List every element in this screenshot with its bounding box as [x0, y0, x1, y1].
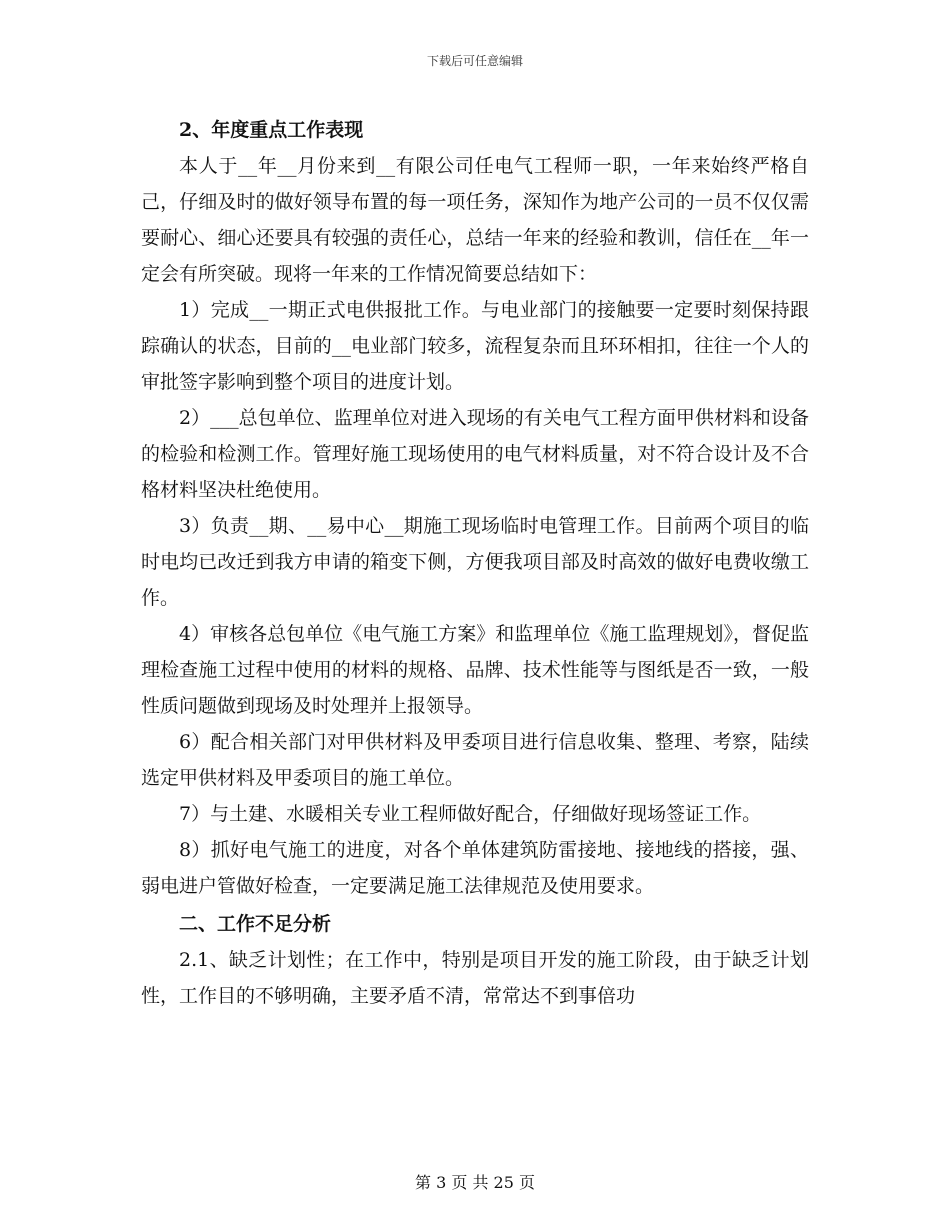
paragraph-item-8: 8）抓好电气施工的进度，对各个单体建筑防雷接地、接地线的搭接，强、弱电进户管做好检查，一定要满足施工法律规范及使用要求。	[141, 839, 809, 897]
paragraph-item-6: 6）配合相关部门对甲供材料及甲委项目进行信息收集、整理、考察，陆续选定甲供材料及甲委项目的施工单位。	[141, 731, 809, 789]
paragraph-item-4: 4）审核各总包单位《电气施工方案》和监理单位《施工监理规划》，督促监理检查施工过程中使用的材料的规格、品牌、技术性能等与图纸是否一致，一般性质问题做到现场及时处理并上报领导。	[141, 623, 809, 717]
paragraph-intro: 本人于__年__月份来到__有限公司任电气工程师一职，一年来始终严格自己，仔细及时的做好领导布置的每一项任务，深知作为地产公司的一员不仅仅需要耐心、细心还要具有较强的责任心，总结一年来的经验和教训，信任在__年一定会有所突破。现将一年来的工作情况简要总结如下：	[141, 155, 809, 285]
section-heading-annual-work: 2、年度重点工作表现	[179, 119, 364, 141]
paragraph-item-3: 3）负责__期、__易中心__期施工现场临时电管理工作。目前两个项目的临时电均已改迁到我方申请的箱变下侧，方便我项目部及时高效的做好电费收缴工作。	[141, 515, 809, 609]
paragraph-shortcoming-2-1: 2.1、缺乏计划性；在工作中，特别是项目开发的施工阶段，由于缺乏计划性，工作目的不够明确，主要矛盾不清，常常达不到事倍功	[141, 949, 809, 1007]
page-header: 下载后可任意编辑	[426, 54, 523, 68]
section-heading-shortcomings: 二、工作不足分析	[179, 913, 332, 935]
paragraph-item-2: 2）___总包单位、监理单位对进入现场的有关电气工程方面甲供材料和设备的检验和检测工作。管理好施工现场使用的电气材料质量，对不符合设计及不合格材料坚决杜绝使用。	[141, 407, 809, 501]
document-body	[141, 110, 809, 1014]
paragraph-item-7: 7）与土建、水暖相关专业工程师做好配合，仔细做好现场签证工作。	[179, 803, 762, 825]
paragraph-item-1: 1）完成__一期正式电供报批工作。与电业部门的接触要一定要时刻保持跟踪确认的状态，目前的__电业部门较多，流程复杂而且环环相扣，往往一个人的审批签字影响到整个项目的进度计划。	[141, 299, 809, 393]
page-number-footer: 第 3 页 共 25 页	[415, 1173, 535, 1192]
